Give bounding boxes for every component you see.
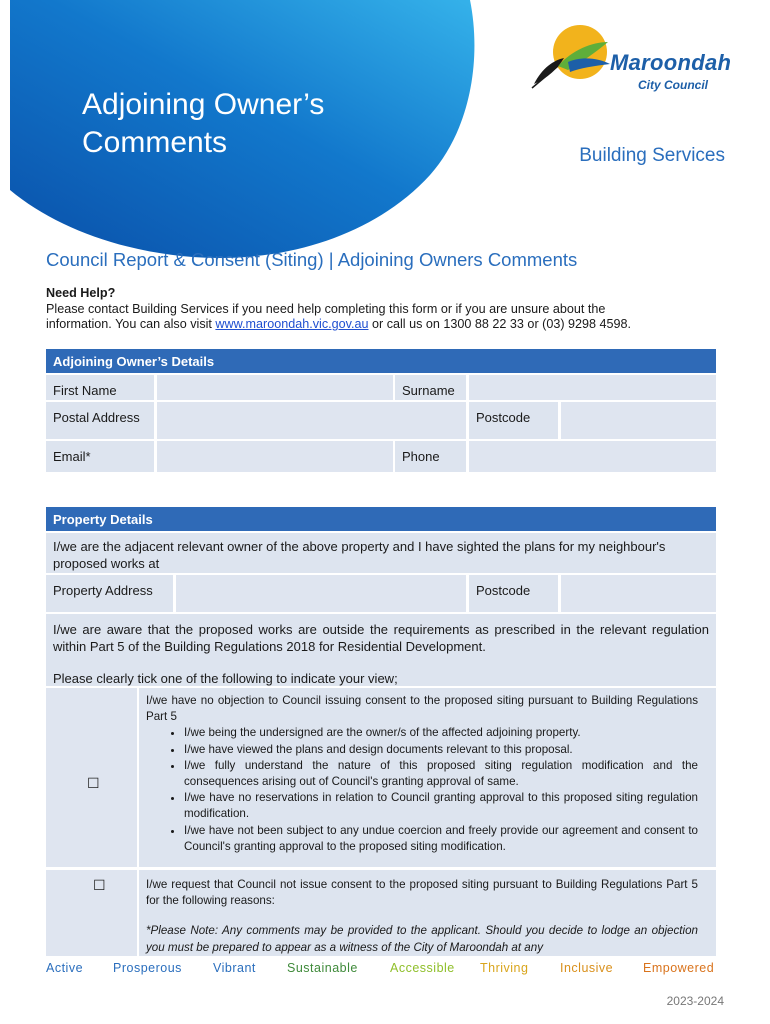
council-logo [528, 22, 732, 96]
value-active: Active [46, 961, 84, 975]
council-values-bar [46, 961, 726, 979]
option1-bullets [146, 725, 698, 855]
option1-bullet: • I/we have no reservations in relation to Council granting approval to this proposed siting regulation modification. [184, 790, 698, 822]
option2-text-cell [139, 870, 716, 956]
logo-subtitle: City Council [638, 78, 709, 92]
option1-bullet: • I/we being the undersigned are the owner/s of the affected adjoining property. [184, 725, 698, 741]
option2-checkbox[interactable]: ☐ [93, 877, 106, 893]
value-accessible: Accessible [390, 961, 455, 975]
website-link[interactable]: www.maroondah.vic.gov.au [215, 317, 369, 331]
first-name-field[interactable] [157, 375, 393, 400]
property-address-field[interactable] [176, 575, 466, 612]
page-title-line1: Adjoining Owner’s [82, 88, 325, 121]
awareness-statement [46, 614, 716, 686]
email-label: Email* [46, 441, 154, 472]
option1-bullet: • I/we have viewed the plans and design documents relevant to this proposal. [184, 742, 698, 758]
email-field[interactable] [157, 441, 393, 472]
option2-text: I/we request that Council not issue consent to the proposed siting pursuant to Building Regulations Part 5 for the following reasons: [146, 878, 698, 908]
property-postcode-label: Postcode [469, 575, 558, 612]
help-line1: Please contact Building Services if you need help completing this form or if you are unsure about the [46, 301, 606, 316]
help-box [46, 286, 736, 333]
option2-note: *Please Note: Any comments may be provided to the applicant. Should you decide to lodge an objection you must be prepared to appear as a witness of the City of Maroondah at any [146, 924, 698, 954]
logo-emblem-icon [528, 22, 618, 96]
postcode-field[interactable] [561, 402, 716, 439]
value-sustainable: Sustainable [287, 961, 358, 975]
value-empowered: Empowered [643, 961, 715, 975]
page-title [82, 86, 402, 162]
property-address-label: Property Address [46, 575, 173, 612]
option1-text: I/we have no objection to Council issuing consent to the proposed siting pursuant to Building Regulations Part 5 [146, 694, 698, 724]
option1-text-cell [139, 688, 716, 867]
first-name-label: First Name [46, 375, 154, 400]
option1-bullet: • I/we have not been subject to any undue coercion and freely provide our agreement and consent to Council's granting approval to the proposed siting modification. [184, 823, 698, 855]
postal-address-field[interactable] [157, 402, 466, 439]
phone-label: Phone [395, 441, 466, 472]
surname-field[interactable] [469, 375, 716, 400]
postcode-label: Postcode [469, 402, 558, 439]
page-title-line2: Comments [82, 126, 228, 159]
value-inclusive: Inclusive [560, 961, 614, 975]
option1-checkbox[interactable]: ☐ [87, 775, 100, 791]
property-intro: I/we are the adjacent relevant owner of the above property and I have sighted the plans for my neighbour's proposed works at [46, 533, 716, 573]
header-hero [0, 0, 480, 258]
owner-section-heading: Adjoining Owner’s Details [46, 349, 716, 373]
option2-checkbox-cell [46, 870, 137, 956]
value-thriving: Thriving [480, 961, 529, 975]
value-prosperous: Prosperous [113, 961, 182, 975]
property-postcode-field[interactable] [561, 575, 716, 612]
surname-label: Surname [395, 375, 466, 400]
phone-field[interactable] [469, 441, 716, 472]
document-year: 2023-2024 [666, 994, 724, 1008]
awareness-text: I/we are aware that the proposed works are outside the requirements as prescribed in the relevant regulation within Part 5 of the Building Regulations 2018 for Residential Development. [53, 622, 709, 654]
postal-address-label: Postal Address [46, 402, 154, 439]
department-name: Building Services [579, 145, 725, 166]
option1-bullet: • I/we fully understand the nature of this proposed siting regulation modification and the consequences arising out of Council's granting approval of same. [184, 758, 698, 790]
form-title: Council Report & Consent (Siting) | Adjoining Owners Comments [46, 249, 578, 270]
help-heading: Need Help? [46, 286, 116, 300]
tick-prompt: Please clearly tick one of the following to indicate your view; [53, 671, 398, 686]
value-vibrant: Vibrant [213, 961, 256, 975]
help-line2-post: or call us on 1300 88 22 33 or (03) 9298 4598. [368, 317, 632, 331]
property-section-heading: Property Details [46, 507, 716, 531]
logo-name: Maroondah [610, 50, 732, 75]
help-line2-pre: information. You can also visit [46, 317, 216, 331]
